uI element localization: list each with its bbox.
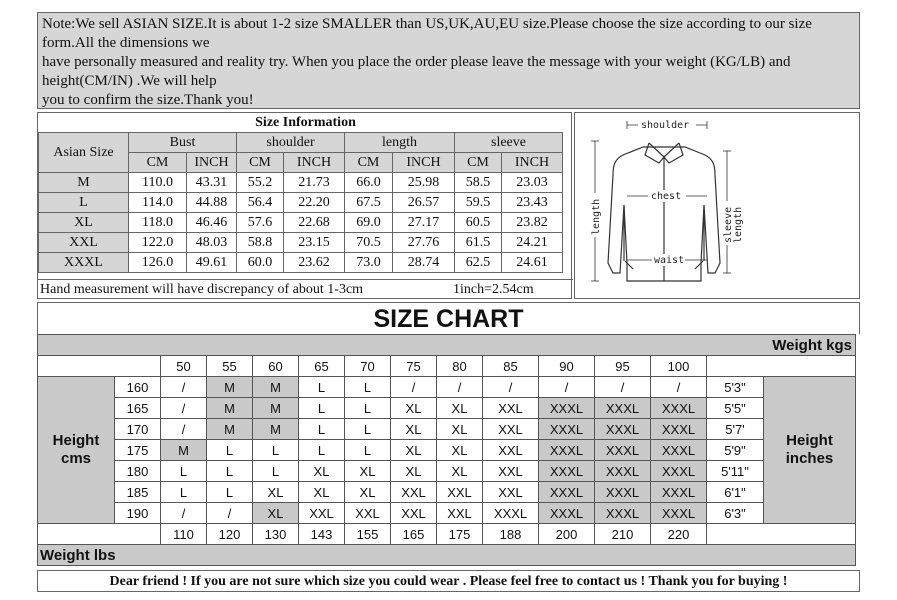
- size-recommendation-cell: XXXL: [539, 419, 595, 440]
- height-row: [38, 419, 856, 440]
- shoulder-header: shoulder: [237, 133, 345, 153]
- height-row: [38, 440, 856, 461]
- measurement-cell: 61.5: [455, 233, 502, 253]
- blank-cell: [38, 356, 161, 377]
- size-recommendation-cell: XXL: [299, 503, 345, 524]
- measurement-cell: 118.0: [129, 213, 187, 233]
- size-recommendation-cell: /: [539, 377, 595, 398]
- measurement-cell: 23.43: [502, 193, 563, 213]
- size-recommendation-cell: XXL: [391, 503, 437, 524]
- size-recommendation-cell: L: [345, 398, 391, 419]
- height-cm-value: 160: [115, 377, 161, 398]
- size-recommendation-cell: M: [253, 398, 299, 419]
- unit-inch: INCH: [187, 153, 237, 173]
- note-line: have personally measured and reality try. When you place the order please leave the message with your weight (KG/LB) and: [42, 54, 791, 70]
- measurement-cell: 21.73: [284, 173, 345, 193]
- measurement-footnote: Hand measurement will have discrepancy of about 1-3cm: [40, 282, 364, 297]
- size-recommendation-cell: XL: [345, 461, 391, 482]
- unit-cm: CM: [129, 153, 187, 173]
- size-recommendation-cell: /: [161, 377, 207, 398]
- size-recommendation-cell: XL: [299, 461, 345, 482]
- measurement-cell: 70.5: [345, 233, 393, 253]
- size-information-table: [38, 132, 563, 273]
- measurement-cell: 62.5: [455, 253, 502, 273]
- measurement-cell: 22.20: [284, 193, 345, 213]
- weight-kg-value: 85: [483, 356, 539, 377]
- sleeve-length-label: length: [733, 206, 744, 243]
- size-label: XXXL: [39, 253, 129, 273]
- height-row: [38, 461, 856, 482]
- weight-lbs-header: Weight lbs: [38, 545, 856, 566]
- measurement-cell: 67.5: [345, 193, 393, 213]
- height-inch-value: 5'5": [707, 398, 764, 419]
- weight-kg-value: 60: [253, 356, 299, 377]
- size-recommendation-cell: XL: [391, 419, 437, 440]
- measurement-cell: 114.0: [129, 193, 187, 213]
- height-row: [38, 398, 856, 419]
- measurement-cell: 58.5: [455, 173, 502, 193]
- inch-conversion: 1inch=2.54cm: [453, 282, 534, 297]
- weight-kg-value: 75: [391, 356, 437, 377]
- waist-label: waist: [654, 255, 685, 266]
- height-inch-value: 6'1": [707, 482, 764, 503]
- size-information-panel: [37, 112, 572, 299]
- size-recommendation-cell: L: [299, 377, 345, 398]
- size-recommendation-cell: XXXL: [483, 503, 539, 524]
- size-recommendation-cell: XXXL: [539, 461, 595, 482]
- size-recommendation-cell: /: [161, 398, 207, 419]
- weight-lb-value: 143: [299, 524, 345, 545]
- height-inch-value: 5'11": [707, 461, 764, 482]
- bust-header: Bust: [129, 133, 237, 153]
- height-inch-value: 5'9": [707, 440, 764, 461]
- size-recommendation-cell: XXXL: [539, 398, 595, 419]
- size-label: L: [39, 193, 129, 213]
- weight-lb-value: 220: [651, 524, 707, 545]
- size-recommendation-cell: XXL: [391, 482, 437, 503]
- weight-kg-value: 65: [299, 356, 345, 377]
- size-recommendation-cell: XL: [437, 419, 483, 440]
- measurement-cell: 43.31: [187, 173, 237, 193]
- measurement-cell: 22.68: [284, 213, 345, 233]
- weight-lb-value: 200: [539, 524, 595, 545]
- size-recommendation-cell: L: [345, 377, 391, 398]
- size-recommendation-cell: XXXL: [651, 461, 707, 482]
- measurement-cell: 57.6: [237, 213, 284, 233]
- height-cm-value: 165: [115, 398, 161, 419]
- measurement-cell: 25.98: [393, 173, 455, 193]
- size-recommendation-cell: L: [299, 398, 345, 419]
- unit-cm: CM: [345, 153, 393, 173]
- height-row: [38, 503, 856, 524]
- size-label: XL: [39, 213, 129, 233]
- measurement-cell: 46.46: [187, 213, 237, 233]
- size-recommendation-cell: L: [299, 440, 345, 461]
- weight-kg-value: 80: [437, 356, 483, 377]
- height-row: [38, 377, 856, 398]
- size-recommendation-cell: XL: [437, 461, 483, 482]
- size-recommendation-cell: /: [161, 503, 207, 524]
- weight-lb-value: 155: [345, 524, 391, 545]
- size-recommendation-cell: M: [207, 419, 253, 440]
- size-recommendation-cell: XXL: [437, 482, 483, 503]
- size-recommendation-cell: L: [345, 419, 391, 440]
- size-recommendation-cell: L: [345, 440, 391, 461]
- size-recommendation-cell: XXXL: [539, 440, 595, 461]
- shoulder-label: shoulder: [641, 120, 690, 131]
- measurement-cell: 48.03: [187, 233, 237, 253]
- size-recommendation-cell: M: [207, 398, 253, 419]
- size-recommendation-cell: XL: [345, 482, 391, 503]
- size-recommendation-cell: L: [161, 482, 207, 503]
- measurement-cell: 28.74: [393, 253, 455, 273]
- height-inch-value: 5'7': [707, 419, 764, 440]
- size-recommendation-cell: XXXL: [651, 398, 707, 419]
- note-line: form.All the dimensions we: [42, 35, 210, 51]
- weight-lb-value: 188: [483, 524, 539, 545]
- weight-kgs-header: Weight kgs: [38, 335, 856, 356]
- blank-cell: [707, 524, 856, 545]
- unit-inch: INCH: [502, 153, 563, 173]
- blank-cell: [707, 356, 856, 377]
- size-label: M: [39, 173, 129, 193]
- size-recommendation-cell: XL: [391, 440, 437, 461]
- size-recommendation-cell: XXXL: [595, 398, 651, 419]
- size-recommendation-cell: /: [595, 377, 651, 398]
- measurement-cell: 27.76: [393, 233, 455, 253]
- size-recommendation-cell: XL: [253, 503, 299, 524]
- height-inch-value: 5'3": [707, 377, 764, 398]
- weight-lb-value: 120: [207, 524, 253, 545]
- size-row: [39, 253, 563, 273]
- size-recommendation-cell: XXXL: [595, 461, 651, 482]
- height-cm-value: 190: [115, 503, 161, 524]
- height-cms-label-2: cms: [60, 450, 92, 467]
- size-information-footer: [38, 279, 573, 300]
- note-line: Note:We sell ASIAN SIZE.It is about 1-2 size SMALLER than US,UK,AU,EU size.Please choose the size according to our size: [42, 16, 812, 32]
- unit-inch: INCH: [393, 153, 455, 173]
- size-recommendation-cell: L: [207, 482, 253, 503]
- size-recommendation-cell: L: [299, 419, 345, 440]
- size-recommendation-cell: /: [207, 503, 253, 524]
- measurement-cell: 122.0: [129, 233, 187, 253]
- sleeve-label: sleeve: [723, 206, 734, 243]
- weight-lb-value: 130: [253, 524, 299, 545]
- weight-kg-value: 50: [161, 356, 207, 377]
- chest-label: chest: [651, 191, 682, 202]
- size-recommendation-cell: XXL: [345, 503, 391, 524]
- size-recommendation-cell: L: [253, 440, 299, 461]
- measurement-cell: 66.0: [345, 173, 393, 193]
- size-label: XXL: [39, 233, 129, 253]
- weight-kg-value: 55: [207, 356, 253, 377]
- measurement-cell: 59.5: [455, 193, 502, 213]
- size-recommendation-cell: XXL: [483, 398, 539, 419]
- measurement-cell: 23.03: [502, 173, 563, 193]
- measurement-cell: 69.0: [345, 213, 393, 233]
- size-recommendation-cell: XXXL: [539, 482, 595, 503]
- size-recommendation-cell: XXXL: [651, 419, 707, 440]
- unit-cm: CM: [455, 153, 502, 173]
- size-recommendation-cell: /: [437, 377, 483, 398]
- size-note: [37, 12, 860, 109]
- size-recommendation-cell: XXXL: [651, 482, 707, 503]
- measurement-cell: 44.88: [187, 193, 237, 213]
- measurement-cell: 60.0: [237, 253, 284, 273]
- size-recommendation-cell: L: [161, 461, 207, 482]
- size-recommendation-cell: M: [253, 419, 299, 440]
- size-recommendation-cell: L: [207, 440, 253, 461]
- size-recommendation-cell: M: [207, 377, 253, 398]
- weight-kg-value: 90: [539, 356, 595, 377]
- height-cms-label: [38, 377, 115, 524]
- size-recommendation-cell: L: [253, 461, 299, 482]
- measurement-cell: 126.0: [129, 253, 187, 273]
- size-recommendation-cell: /: [651, 377, 707, 398]
- weight-kg-value: 70: [345, 356, 391, 377]
- height-row: [38, 482, 856, 503]
- size-recommendation-cell: /: [483, 377, 539, 398]
- size-recommendation-cell: XL: [253, 482, 299, 503]
- blank-cell: [38, 524, 161, 545]
- size-recommendation-cell: XXL: [483, 482, 539, 503]
- measurement-cell: 27.17: [393, 213, 455, 233]
- measurement-cell: 24.21: [502, 233, 563, 253]
- measurement-cell: 23.62: [284, 253, 345, 273]
- measurement-cell: 26.57: [393, 193, 455, 213]
- measurement-cell: 73.0: [345, 253, 393, 273]
- size-recommendation-cell: XXL: [483, 419, 539, 440]
- size-recommendation-cell: XL: [299, 482, 345, 503]
- size-information-title: Size Information: [255, 115, 356, 130]
- measurement-cell: 110.0: [129, 173, 187, 193]
- height-inches-label-1: Height: [786, 432, 833, 449]
- size-chart-table: [37, 334, 856, 566]
- size-row: [39, 193, 563, 213]
- size-row: [39, 213, 563, 233]
- weight-kg-value: 95: [595, 356, 651, 377]
- note-line: you to confirm the size.Thank you!: [42, 92, 254, 108]
- length-label: length: [591, 198, 602, 235]
- size-recommendation-cell: XL: [391, 461, 437, 482]
- length-header: length: [345, 133, 455, 153]
- size-recommendation-cell: XL: [437, 398, 483, 419]
- asian-size-header: Asian Size: [39, 133, 129, 173]
- height-inches-label: [764, 377, 856, 524]
- weight-lb-value: 110: [161, 524, 207, 545]
- measurement-cell: 58.8: [237, 233, 284, 253]
- measurement-cell: 55.2: [237, 173, 284, 193]
- height-inches-label-2: inches: [785, 450, 834, 467]
- weight-kg-value: 100: [651, 356, 707, 377]
- size-recommendation-cell: M: [161, 440, 207, 461]
- size-recommendation-cell: /: [391, 377, 437, 398]
- height-cm-value: 185: [115, 482, 161, 503]
- size-chart-title: SIZE CHART: [37, 302, 860, 334]
- measurement-cell: 56.4: [237, 193, 284, 213]
- size-recommendation-cell: XXXL: [651, 503, 707, 524]
- measurement-cell: 23.15: [284, 233, 345, 253]
- sleeve-header: sleeve: [455, 133, 563, 153]
- unit-cm: CM: [237, 153, 284, 173]
- height-cm-value: 180: [115, 461, 161, 482]
- size-recommendation-cell: /: [161, 419, 207, 440]
- measurement-cell: 60.5: [455, 213, 502, 233]
- height-cm-value: 170: [115, 419, 161, 440]
- size-recommendation-cell: XXXL: [595, 419, 651, 440]
- size-recommendation-cell: XXL: [483, 461, 539, 482]
- size-recommendation-cell: XXXL: [595, 440, 651, 461]
- shirt-illustration: [575, 113, 859, 298]
- unit-inch: INCH: [284, 153, 345, 173]
- size-recommendation-cell: XXXL: [595, 482, 651, 503]
- contact-footer: Dear friend ! If you are not sure which size you could wear . Please feel free to contact us ! Thank you for buying !: [37, 570, 860, 592]
- size-recommendation-cell: M: [253, 377, 299, 398]
- weight-lb-value: 175: [437, 524, 483, 545]
- weight-lb-value: 210: [595, 524, 651, 545]
- height-inch-value: 6'3": [707, 503, 764, 524]
- size-recommendation-cell: XXL: [437, 503, 483, 524]
- measurement-cell: 24.61: [502, 253, 563, 273]
- note-line: height(CM/IN) .We will help: [42, 73, 217, 89]
- size-recommendation-cell: XL: [391, 398, 437, 419]
- size-recommendation-cell: XL: [437, 440, 483, 461]
- weight-lb-value: 165: [391, 524, 437, 545]
- size-recommendation-cell: XXXL: [651, 440, 707, 461]
- measurement-cell: 23.82: [502, 213, 563, 233]
- measurement-cell: 49.61: [187, 253, 237, 273]
- size-row: [39, 173, 563, 193]
- shirt-measurement-diagram: [574, 112, 860, 299]
- size-recommendation-cell: XXXL: [595, 503, 651, 524]
- size-row: [39, 233, 563, 253]
- size-recommendation-cell: L: [207, 461, 253, 482]
- size-recommendation-cell: XXL: [483, 440, 539, 461]
- height-cm-value: 175: [115, 440, 161, 461]
- height-cms-label-1: Height: [52, 432, 100, 449]
- size-recommendation-cell: XXXL: [539, 503, 595, 524]
